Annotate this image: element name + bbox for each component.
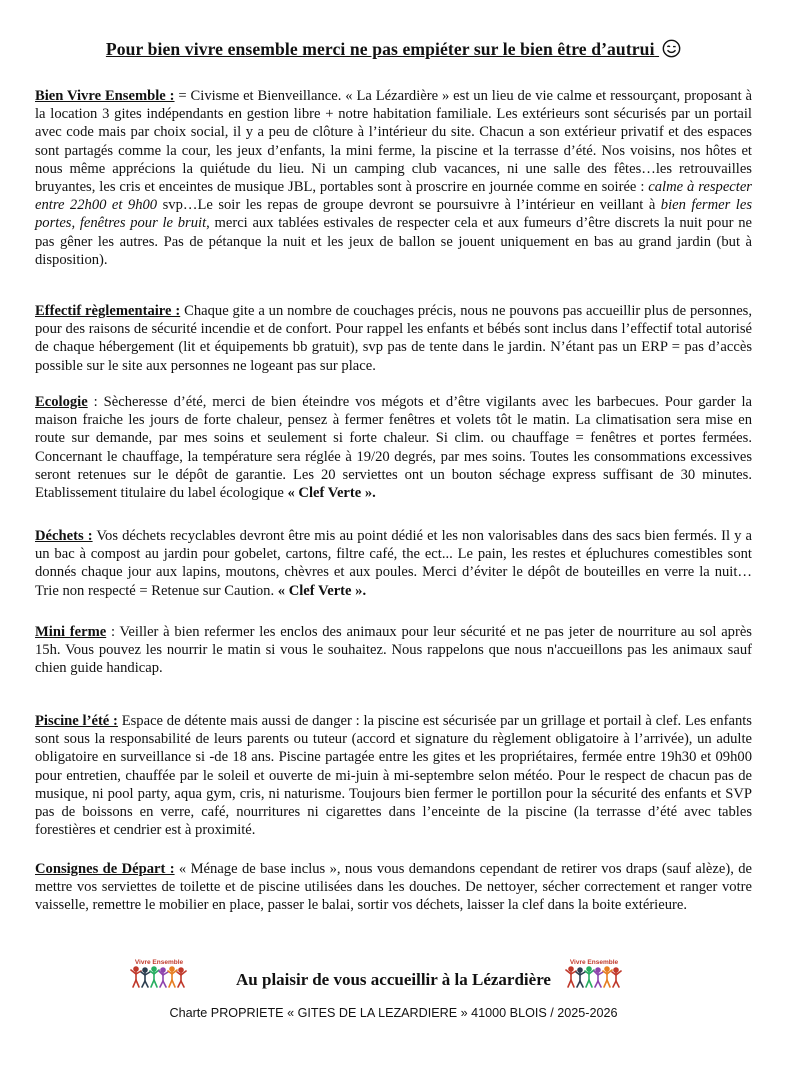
quiet-hours-text: calme à respecter entre 22h00 et 9h00 [35, 179, 752, 214]
section-heading: Mini ferme [35, 624, 107, 640]
section-depart [35, 860, 752, 915]
section-text: = Civisme et Bienveillance. « La Lézardière » est un lieu de vie calme et ressourçant, proposant à la location 3 gites indépendants en gestion libre + notre habitation familiale. Les extérieurs sont sécurisés par un portail avec code mais par choix social, il y a peu de clôture à l’intérieur du site. Chacun a son extérieur privatif et des espaces sont partagés comme la cour, les jeux d’enfants, la mini ferme, la piscine et la terrasse d’été. Nos voisins, nos hôtes et nous même apprécions la quiétude du lieu. Ni un camping club vacances, ni une salle des fêtes…les retrouvailles bruyantes, les cris et enceintes de musique JBL, portables sont à proscrire en journée comme en soirée : [35, 88, 752, 196]
vivre-ensemble-logo-icon [565, 956, 623, 990]
section-text: . Concernant le chauffage, la température sera réglée à 19/20 degrés, par mes soins. Toutes les consommations excessives seront retenues sur le dépôt de garantie. Les 20 serviettes ont un bouton séchage express suffisant de 30 minutes. Etablissement titulaire du label écologique [35, 430, 752, 502]
section-dechets [35, 527, 752, 600]
section-heading: Piscine l’été : [35, 713, 118, 729]
section-heading: Déchets : [35, 528, 93, 544]
section-heading: Consignes de Départ : [35, 861, 175, 877]
footer-charter-line: Charte PROPRIETE « GITES DE LA LEZARDIERE » 41000 BLOIS / 2025-2026 [169, 1006, 618, 1020]
page-title [35, 39, 752, 63]
section-heading: Ecologie [35, 394, 88, 410]
section-text: svp…Le soir les repas de groupe devront se poursuivre à l’intérieur en veillant à [157, 197, 661, 214]
section-bien-vivre [35, 87, 752, 269]
clef-verte-label: « Clef Verte ». [277, 582, 367, 599]
section-text: , merci aux tablées estivales de respecter cela et aux fumeurs d’être discrets la nuit pour ne pas gêner les autres. Pas de pétanque la nuit et les jeux de ballon se jouent uniquement en bas au grand jardin (but à disposition). [35, 215, 752, 268]
footer-greeting: Au plaisir de vous accueillir à la Lézardière [236, 970, 551, 989]
wink-face-icon [662, 39, 681, 63]
close-doors-text: bien fermer les portes, fenêtres pour le bruit [35, 197, 753, 232]
section-effectif [35, 302, 752, 375]
section-text: : Sècheresse d’été, merci de bien éteindre vos mégots et d’être vigilants avec les barbecues. Pour garder la maison fraiche les jours de forte chaleur, pensez à fermer fenêtres et volets tôt le matin. La climatisation sera mise en route sur demande, par mes soins et seulement si forte chaleur. Si clim. ou chauffage = fenêtres et portes fermées [35, 394, 752, 447]
section-mini-ferme [35, 623, 752, 678]
section-text: Vos déchets recyclables devront être mis au point dédié et les non valorisables dans des sacs bien fermés. Il y a un bac à compost au jardin pour gobelet, cartons, filtre café, the ect... Le pain, les restes et épluchures comestibles sont donnés chaque jour aux lapins, moutons, chèvres et aux poules. Merci d’éviter le dépôt de bouteilles en verre la nuit… Trie non respecté = Retenue sur Caution. [35, 528, 753, 599]
logo-text: Vivre Ensemble [569, 959, 619, 966]
section-text: Chaque gite a un nombre de couchages précis, nous ne pouvons pas accueillir plus de personnes, pour des raisons de sécurité incendie et de confort. Pour rappel les enfants et bébés sont inclus dans l’effectif total autorisé de chaque hébergement (lit et équipements bb gratuit), svp pas de tente dans le jardin. N’étant pas un ERP = pas d’accès possible sur le site aux personnes ne logeant pas sur place. [35, 303, 753, 374]
logo-text: Vivre Ensemble [134, 959, 184, 966]
section-heading: Effectif règlementaire : [35, 303, 181, 319]
section-ecologie [35, 393, 752, 502]
section-text: Espace de détente mais aussi de danger : la piscine est sécurisée par un grillage et portail à clef. Les enfants sont sous la responsabilité de leurs parents ou tuteur (accord et signature du règlement obligatoire à l’arrivée), un adulte obligatoire en surveillance si -de 18 ans. Piscine partagée entre les gites et les propriétaires, fermée entre 19h30 et 09h00 pour entretien, chauffée par le soleil et ouverte de mi-juin à mi-septembre selon météo. Pour le respect de chacun pas de musique, ni pool party, aqua gym, cris, ni naturisme. Toujours bien fermer le portillon pour la sécurité des enfants et SVP pas de boissons en verre, café, nourritures ni cigarettes dans l’enceinte de la piscine (la terrasse d’été avec tables forestières et cendrier est à proximité. [35, 713, 752, 839]
section-text: « Ménage de base inclus », nous vous demandons cependant de retirer vos draps (sauf alèze), de mettre vos serviettes de toilette et de piscine utilisées dans les douches. De nettoyer, sécher correctement et ranger votre vaisselle, remettre le mobilier en place, passer le balai, sortir vos déchets, laisser la clef dans la boite extérieure. [35, 861, 752, 914]
section-text: : Veiller à bien refermer les enclos des animaux pour leur sécurité et ne pas jeter de nourriture au sol après 15h. Vous pouvez les nourrir le matin si vous le souhaitez. Nous rappelons que nous n'accueillons pas les animaux sauf chien guide handicap. [35, 624, 752, 677]
title-text: Pour bien vivre ensemble merci ne pas empiéter sur le bien être d’autrui [105, 39, 655, 59]
section-piscine [35, 712, 752, 839]
section-heading: Bien Vivre Ensemble : [35, 88, 175, 104]
clef-verte-label: « Clef Verte ». [287, 485, 376, 502]
